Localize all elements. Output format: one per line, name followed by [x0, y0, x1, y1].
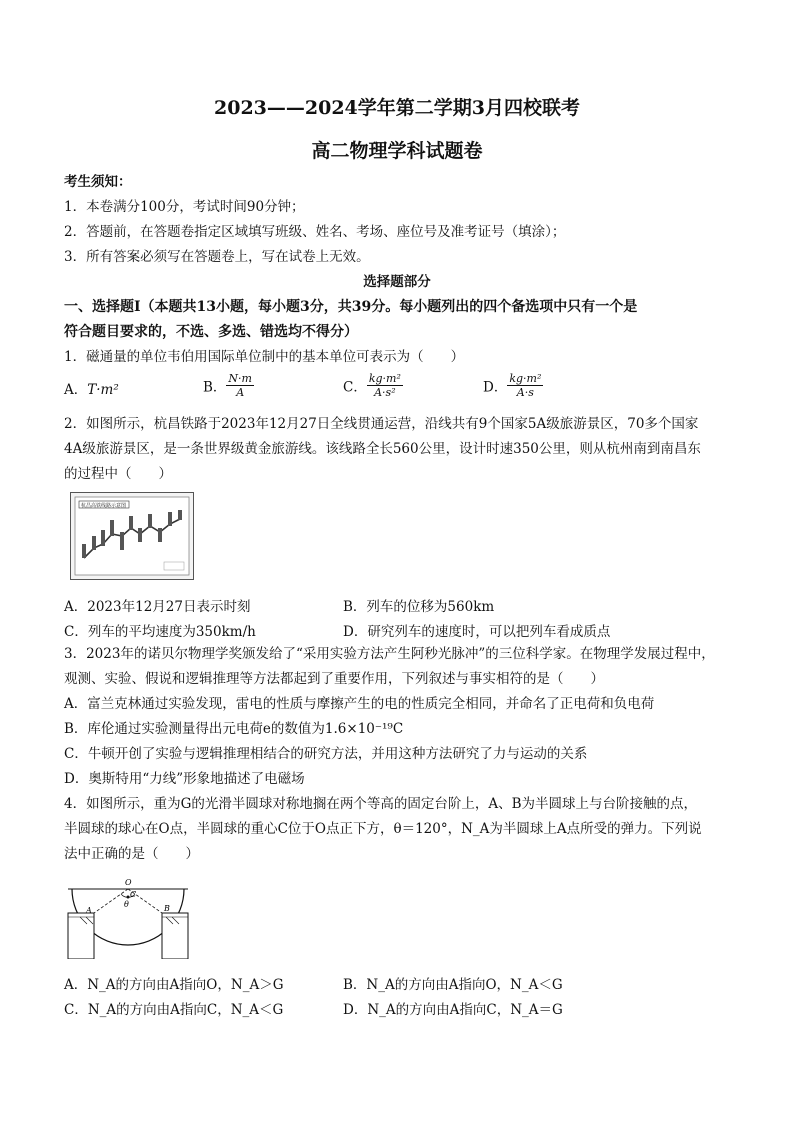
q4-stem-line3: 法中正确的是（ ） [64, 846, 199, 862]
notice-heading: 考生须知： [64, 174, 132, 190]
label-C: C [130, 890, 137, 899]
q1-stem: 1．磁通量的单位韦伯用国际单位制中的基本单位可表示为（ ） [64, 349, 465, 365]
q1-option-a: A．T·m² [64, 382, 119, 398]
notice-item-1: 1．本卷满分100分，考试时间90分钟； [64, 199, 305, 215]
railway-map-figure [70, 492, 194, 580]
q4-option-a: A．N_A的方向由A指向O，N_A＞G [64, 977, 284, 993]
label-A: A [86, 906, 92, 915]
q2-option-d: D．研究列车的速度时，可以把列车看成质点 [343, 624, 611, 640]
q2-option-a: A．2023年12月27日表示时刻 [64, 599, 251, 615]
label-O: O [125, 878, 132, 887]
q1-option-d: D． $\frac{\text{kg·m²}}{A\cdot s}$ [483, 372, 542, 399]
q4-stem-line2: 半圆球的球心在O点，半圆球的重心C位于O点正下方，θ＝120°，N_A为半圆球上A点所受的弹力。下列说 [64, 821, 702, 837]
part-instruction-line2: 符合题目要求的，不选、多选、错选均不得分） [64, 324, 358, 340]
q2-stem-line1: 2．如图所示，杭昌铁路于2023年12月27日全线贯通运营，沿线共有9个国家5A级旅游景区，70多个国家 [64, 416, 699, 432]
exam-title: 2023——2024学年第二学期3月四校联考 [214, 97, 580, 119]
q2-option-c: C．列车的平均速度为350km/h [64, 624, 256, 640]
q2-stem-line3: 的过程中（ ） [64, 466, 172, 482]
q4-option-c: C．N_A的方向由A指向C，N_A＜G [64, 1002, 284, 1018]
q2-stem-line2: 4A级旅游景区，是一条世界级黄金旅游线。该线路全长560公里，设计时速350公里，则从杭州南到南昌东 [64, 441, 701, 457]
q2-option-b: B．列车的位移为560km [343, 599, 495, 615]
q3-stem-line1: 3．2023年的诺贝尔物理学奖颁发给了“采用实验方法产生阿秒光脉冲”的三位科学家。在物理学发展过程中， [64, 646, 715, 662]
q1-option-c: C． $\frac{\text{kg·m²}}{\text{A·s²}}$ [343, 372, 401, 399]
q4-option-b: B．N_A的方向由A指向O，N_A＜G [343, 977, 563, 993]
hemisphere-figure [66, 873, 190, 959]
railway-map-image [70, 492, 194, 580]
section-heading: 选择题部分 [363, 274, 431, 290]
q4-option-d: D．N_A的方向由A指向C，N_A＝G [343, 1002, 563, 1018]
q3-stem-line2: 观测、实验、假说和逻辑推理等方法都起到了重要作用，下列叙述与事实相符的是（ ） [64, 671, 604, 687]
hemisphere-diagram [66, 873, 190, 959]
part-instruction-line1: 一、选择题Ⅰ（本题共13小题，每小题3分，共39分。每小题列出的四个备选项中只有一个是 [64, 299, 638, 315]
label-theta: θ [124, 900, 129, 909]
exam-subtitle: 高二物理学科试题卷 [311, 140, 483, 162]
q3-option-d: D．奥斯特用“力线”形象地描述了电磁场 [64, 771, 305, 787]
q3-option-a: A．富兰克林通过实验发现，雷电的性质与摩擦产生的电的性质完全相同，并命名了正电荷和负电荷 [64, 696, 655, 712]
q4-stem-line1: 4．如图所示，重为G的光滑半圆球对称地搁在两个等高的固定台阶上，A、B为半圆球上与台阶接触的点， [64, 796, 698, 812]
label-B: B [164, 904, 170, 913]
notice-item-3: 3．所有答案必须写在答题卷上，写在试卷上无效。 [64, 249, 370, 265]
q3-option-b: B．库伦通过实验测量得出元电荷e的数值为1.6×10⁻¹⁹C [64, 721, 404, 737]
railway-map-title: 杭昌高铁线路示意图 [81, 503, 127, 509]
notice-item-2: 2．答题前，在答题卷指定区域填写班级、姓名、考场、座位号及准考证号（填涂）； [64, 224, 566, 240]
q1-option-b: B． $\frac{N\cdot m}{A}$ [203, 372, 252, 399]
q3-option-c: C．牛顿开创了实验与逻辑推理相结合的研究方法，并用这种方法研究了力与运动的关系 [64, 746, 588, 762]
